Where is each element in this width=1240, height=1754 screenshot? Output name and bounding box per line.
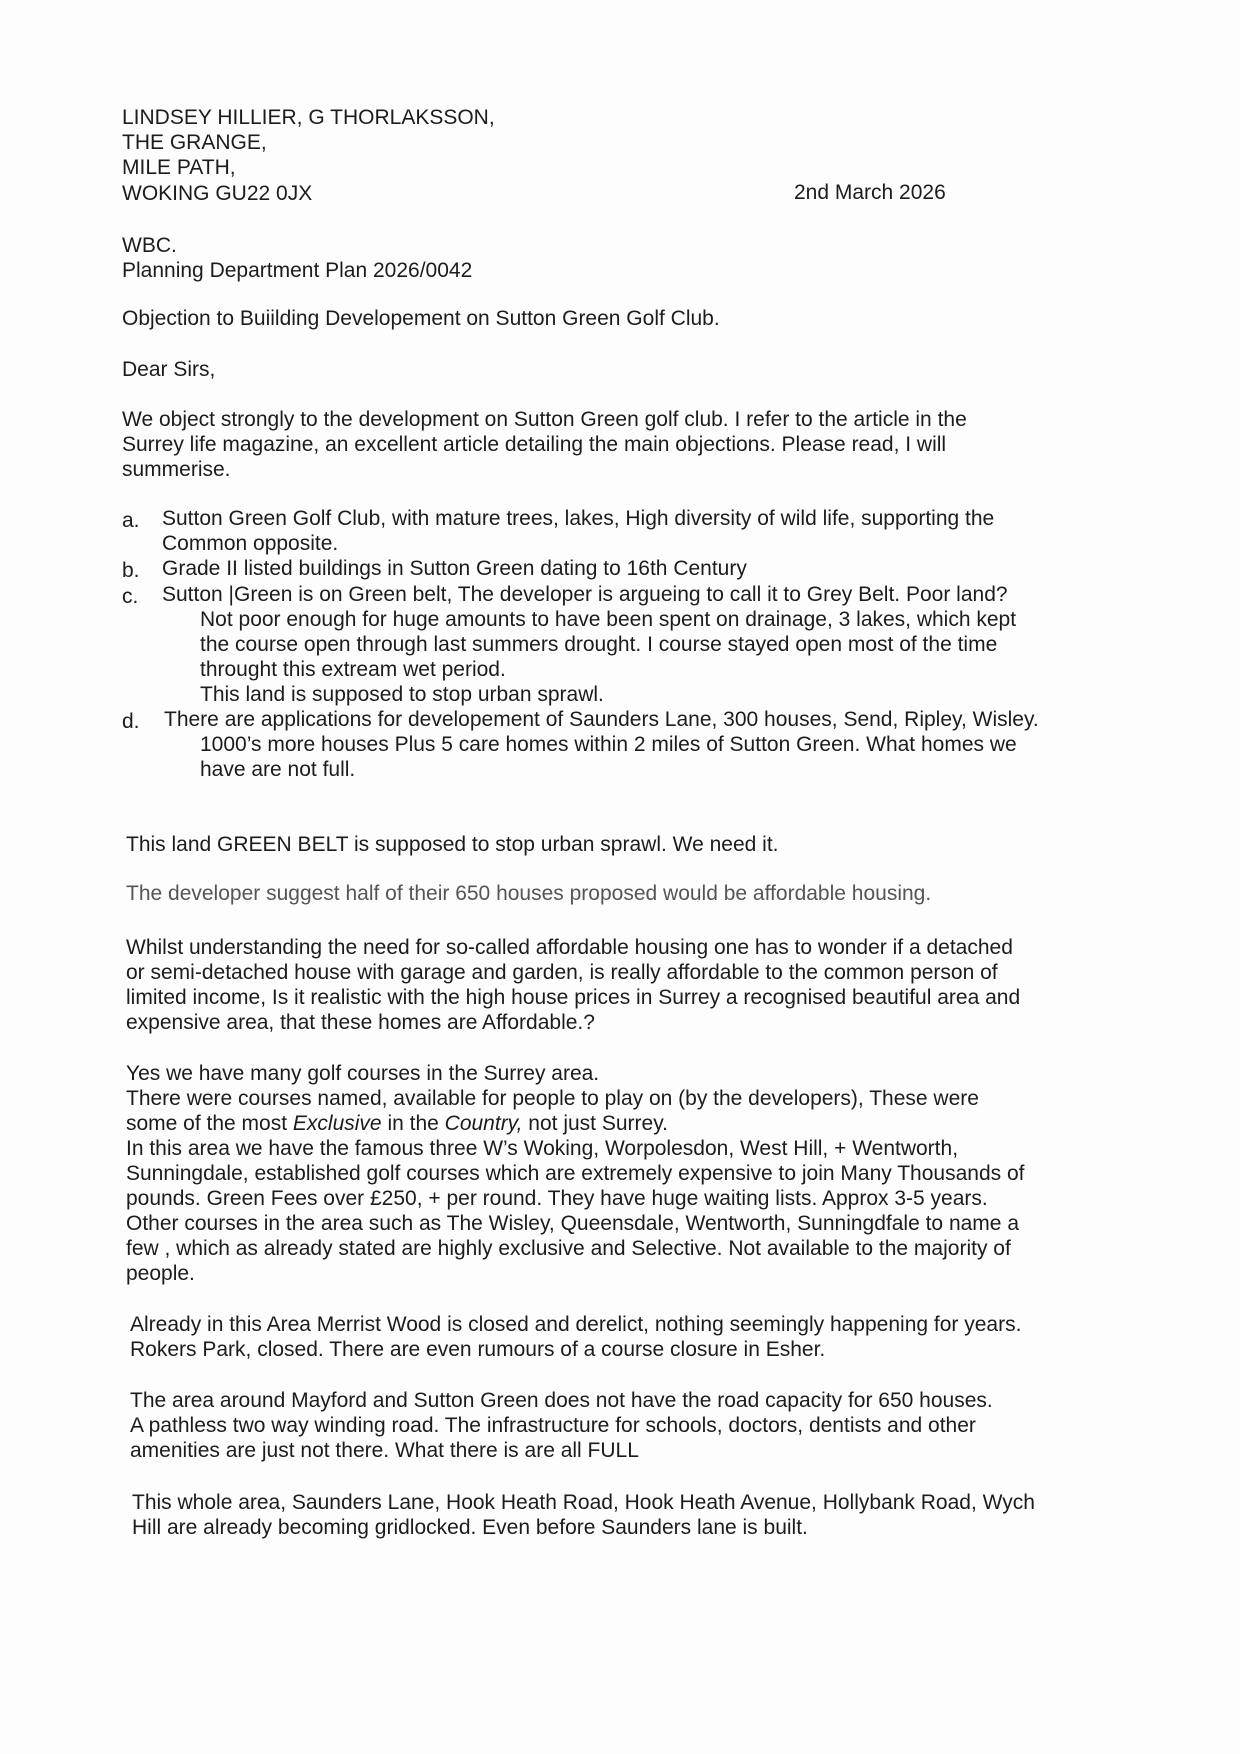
recipient-name: WBC. [122, 234, 177, 257]
list-item-d-line: There are applications for developement of Saunders Lane, 300 houses, Send, Ripley, Wisley. [164, 708, 1039, 731]
paragraph-line: people. [126, 1262, 195, 1285]
list-item-c-line: This land is supposed to stop urban sprawl. [200, 683, 604, 706]
emphasis-country: Country, [444, 1112, 523, 1135]
list-item-c-line: throught this extream wet period. [200, 658, 506, 681]
list-marker: c. [122, 585, 139, 608]
paragraph-line: Surrey life magazine, an excellent article detailing the main objections. Please read, I will [122, 433, 947, 456]
paragraph-line: A pathless two way winding road. The infrastructure for schools, doctors, dentists and other [130, 1414, 976, 1437]
paragraph-line: pounds. Green Fees over £250, + per round. They have huge waiting lists. Approx 3-5 years. [126, 1187, 988, 1210]
list-item-a-line: Common opposite. [162, 532, 339, 555]
paragraph-line: limited income, Is it realistic with the high house prices in Surrey a recognised beautiful area and [126, 986, 1021, 1009]
paragraph-line: amenities are just not there. What there is are all FULL [130, 1439, 639, 1462]
address-line: THE GRANGE, [122, 131, 267, 154]
paragraph-line: We object strongly to the development on Sutton Green golf club. I refer to the article in the [122, 408, 967, 431]
recipient-reference: Planning Department Plan 2026/0042 [122, 259, 473, 282]
text-run: some of the most [126, 1112, 293, 1135]
paragraph-line: summerise. [122, 458, 231, 481]
paragraph-line: Already in this Area Merrist Wood is closed and derelict, nothing seemingly happening for years. [130, 1313, 1022, 1336]
letter-subject: Objection to Buiilding Developement on Sutton Green Golf Club. [122, 307, 720, 330]
paragraph-line: There were courses named, available for people to play on (by the developers), These were [126, 1087, 979, 1110]
paragraph-line: The area around Mayford and Sutton Green does not have the road capacity for 650 houses. [130, 1389, 993, 1412]
list-item-d-line: have are not full. [200, 758, 356, 781]
paragraph-line [126, 1111, 668, 1136]
text-run: in the [381, 1112, 445, 1135]
address-line: WOKING GU22 0JX [122, 182, 313, 205]
list-item-a-line: Sutton Green Golf Club, with mature trees, lakes, High diversity of wild life, supporting the [162, 507, 995, 530]
list-item-c-line: Not poor enough for huge amounts to have been spent on drainage, 3 lakes, which kept [200, 608, 1017, 631]
paragraph-line: Sunningdale, established golf courses which are extremely expensive to join Many Thousands of [126, 1162, 1025, 1185]
list-marker: d. [122, 710, 140, 733]
list-marker: a. [122, 509, 140, 532]
paragraph-line: In this area we have the famous three W’s Woking, Worpolesdon, West Hill, + Wentworth, [126, 1137, 959, 1160]
paragraph-line: This whole area, Saunders Lane, Hook Heath Road, Hook Heath Avenue, Hollybank Road, Wych [132, 1491, 1035, 1514]
paragraph-line: expensive area, that these homes are Affordable.? [126, 1011, 595, 1034]
paragraph-line: few , which as already stated are highly exclusive and Selective. Not available to the majority of [126, 1237, 1011, 1260]
address-line: MILE PATH, [122, 156, 236, 179]
list-item-b-line: Grade II listed buildings in Sutton Green dating to 16th Century [162, 557, 747, 580]
paragraph-line: or semi-detached house with garage and garden, is really affordable to the common person of [126, 961, 998, 984]
paragraph-line: Yes we have many golf courses in the Surrey area. [126, 1062, 600, 1085]
address-line: LINDSEY HILLIER, G THORLAKSSON, [122, 106, 495, 129]
paragraph-line: Other courses in the area such as The Wisley, Queensdale, Wentworth, Sunningdfale to name a [126, 1212, 1019, 1235]
paragraph-line: Whilst understanding the need for so-called affordable housing one has to wonder if a detached [126, 936, 1013, 959]
text-run: not just Surrey. [522, 1112, 668, 1135]
emphasis-exclusive: Exclusive [292, 1112, 382, 1135]
salutation: Dear Sirs, [122, 358, 216, 381]
list-item-d-line: 1000’s more houses Plus 5 care homes within 2 miles of Sutton Green. What homes we [200, 733, 1017, 756]
letter-date: 2nd March 2026 [794, 181, 946, 204]
developer-statement: The developer suggest half of their 650 houses proposed would be affordable housing. [126, 882, 932, 905]
list-marker: b. [122, 559, 140, 582]
list-item-c-line: the course open through last summers drought. I course stayed open most of the time [200, 633, 998, 656]
green-belt-statement: This land GREEN BELT is supposed to stop urban sprawl. We need it. [126, 833, 779, 856]
paragraph-line: Hill are already becoming gridlocked. Even before Saunders lane is built. [132, 1516, 808, 1539]
list-item-c-line: Sutton |Green is on Green belt, The developer is argueing to call it to Grey Belt. Poor land? [162, 583, 1008, 606]
paragraph-line: Rokers Park, closed. There are even rumours of a course closure in Esher. [130, 1338, 826, 1361]
